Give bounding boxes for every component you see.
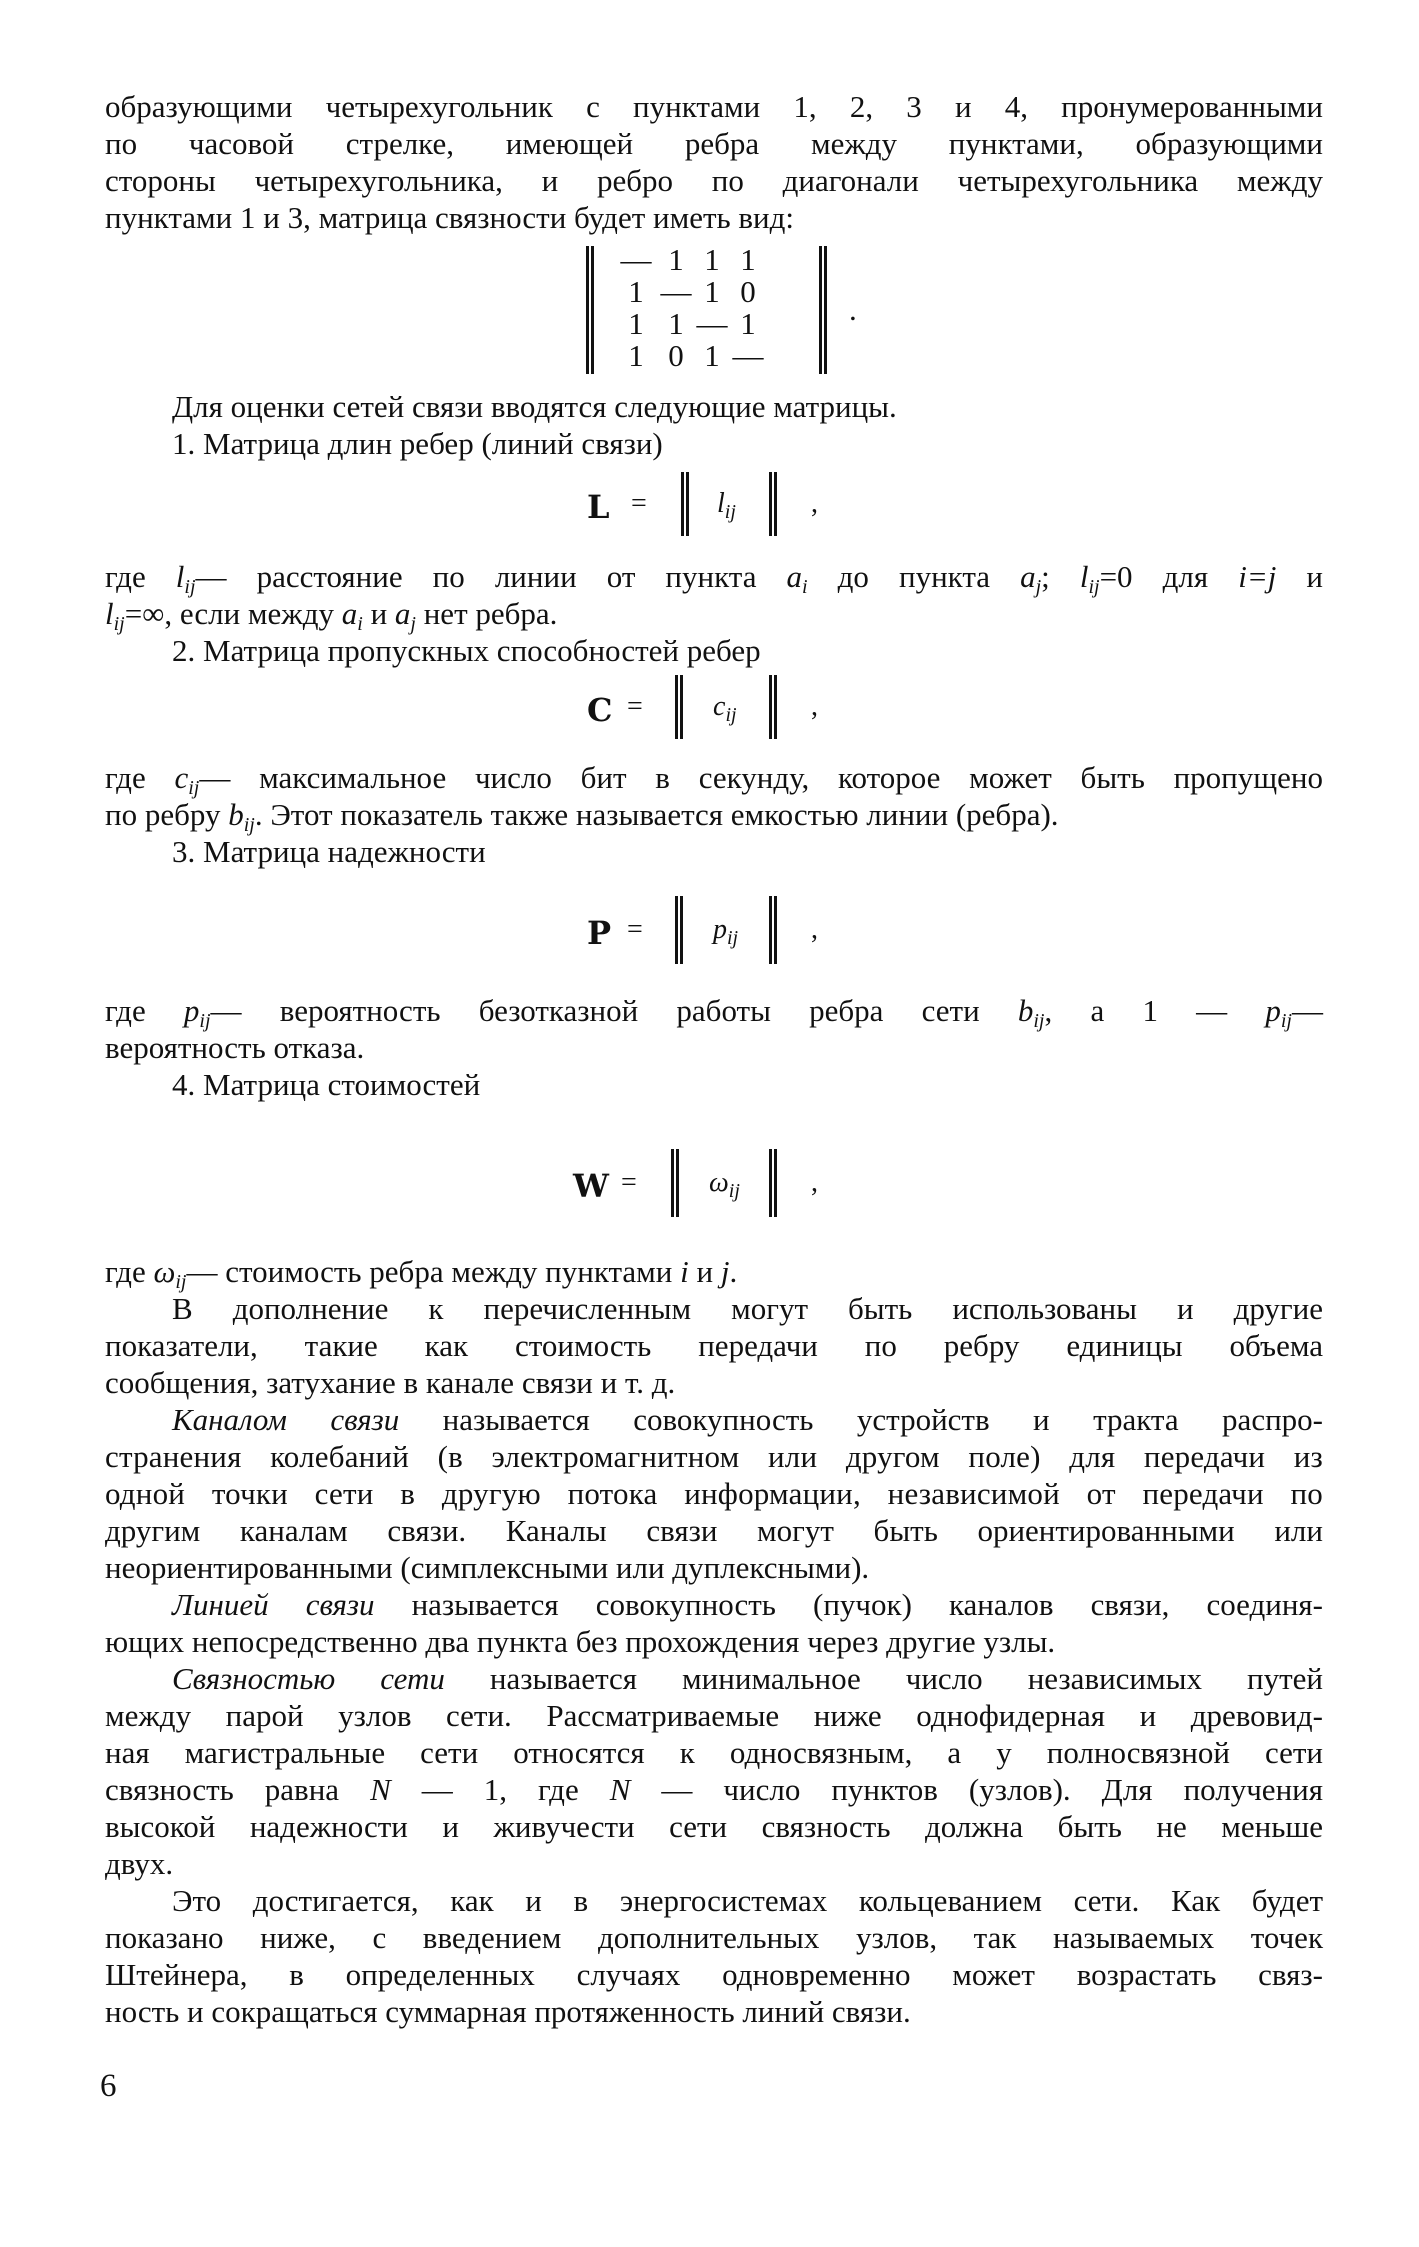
- matrix-3-desc: где $p_{ij}—$ вероятность безотказной работы ребра сети $b_{ij}$, а 1 — $p_{ij}—$: [105, 993, 1323, 1032]
- term-channel: Каналом связи: [172, 1402, 400, 1437]
- matrix-row: [616, 308, 776, 340]
- term-line: Линией связи: [172, 1587, 375, 1622]
- paragraph-line: одной точки сети в другую потока информации, независимой от передачи по: [105, 1476, 1323, 1511]
- formula-C: [105, 669, 1323, 759]
- matrix-cell: 1: [668, 242, 684, 277]
- formula-eq: =: [627, 691, 643, 722]
- formula-lhs: W: [573, 1167, 609, 1205]
- matrix-2-title: 2. Матрица пропускных способностей ребер: [172, 633, 761, 668]
- matrices-intro: Для оценки сетей связи вводятся следующие матрицы.: [172, 389, 897, 424]
- matrix-left-bar: [586, 246, 594, 374]
- matrix-cell: 1: [668, 306, 684, 341]
- matrix-cell: 1: [704, 242, 720, 277]
- formula-left-bar: [675, 675, 683, 739]
- matrix-1-desc-2: $l_{ij}=\infty$, если между $a_i$ и $a_j$ нет ребра.: [105, 596, 558, 635]
- paragraph-line: показано ниже, с введением дополнительных узлов, так называемых точек: [105, 1920, 1323, 1955]
- matrix-cell: 1: [740, 242, 756, 277]
- matrix-row: [616, 276, 776, 308]
- formula-element: $p_{ij}$: [713, 914, 739, 949]
- paragraph-line: связность равна N — 1, где N — число пунктов (узлов). Для получения: [105, 1772, 1324, 1807]
- paragraph-line: странения колебаний (в электромагнитном или другом поле) для передачи из: [105, 1439, 1323, 1474]
- formula-comma: ,: [811, 1167, 818, 1198]
- paragraph-line: между парой узлов сети. Рассматриваемые ниже однофидерная и древовид-: [105, 1698, 1323, 1733]
- intro-line: по часовой стрелке, имеющей ребра между пунктами, образующими: [105, 126, 1323, 161]
- paragraph-line: высокой надежности и живучести сети связность должна быть не меньше: [105, 1809, 1323, 1844]
- intro-line: образующими четырехугольник с пунктами 1, 2, 3 и 4, пронумерованными: [105, 89, 1323, 124]
- paragraph-line: ющих непосредственно два пункта без прохождения через другие узлы.: [105, 1624, 1056, 1659]
- matrix-grid: [616, 244, 776, 372]
- matrix-cell: —: [660, 274, 692, 309]
- formula-comma: ,: [811, 691, 818, 722]
- formula-right-bar: [769, 675, 777, 739]
- matrix-1-title: 1. Матрица длин ребер (линий связи): [172, 426, 663, 461]
- matrix-cell: 1: [740, 306, 756, 341]
- paragraph-line: Связностью сети называется минимальное число независимых путей: [172, 1661, 1323, 1696]
- matrix-cell: —: [732, 338, 764, 373]
- matrix-cell: 1: [704, 338, 720, 373]
- formula-P: [105, 870, 1323, 992]
- matrix-cell: 1: [628, 274, 644, 309]
- matrix-row: [616, 340, 776, 372]
- paragraph-line: ность и сокращаться суммарная протяженность линий связи.: [105, 1994, 911, 2029]
- matrix-4-desc: где $\omega_{ij}—$ стоимость ребра между пунктами i и j.: [105, 1254, 738, 1293]
- intro-line: пунктами 1 и 3, матрица связности будет иметь вид:: [105, 200, 795, 235]
- formula-right-bar: [769, 472, 777, 536]
- paragraph-line: Это достигается, как и в энергосистемах кольцеванием сети. Как будет: [172, 1883, 1323, 1918]
- formula-lhs: C: [587, 691, 613, 729]
- matrix-cell: 1: [628, 338, 644, 373]
- formula-comma: ,: [811, 488, 818, 519]
- page-number: 6: [100, 2068, 117, 2104]
- paragraph-line: Каналом связи называется совокупность устройств и тракта распро-: [172, 1402, 1323, 1437]
- paragraph-line: другим каналам связи. Каналы связи могут быть ориентированными или: [105, 1513, 1323, 1548]
- formula-lhs: P: [587, 914, 612, 952]
- formula-eq: =: [621, 1167, 637, 1198]
- matrix-cell: 0: [668, 338, 684, 373]
- matrix-end-mark: .: [849, 292, 857, 327]
- formula-eq: =: [631, 488, 647, 519]
- formula-left-bar: [675, 896, 683, 964]
- formula-right-bar: [769, 896, 777, 964]
- matrix-3-desc-2: вероятность отказа.: [105, 1030, 365, 1065]
- matrix-3-title: 3. Матрица надежности: [172, 834, 486, 869]
- matrix-2-desc-2: по ребру $b_{ij}$. Этот показатель также называется емкостью линии (ребра).: [105, 797, 1059, 836]
- matrix-right-bar: [819, 246, 827, 374]
- matrix-1-desc: где $l_{ij}—$ расстояние по линии от пункта $a_i$ до пункта $a_j$; $l_{ij}=0$ для i=j и: [105, 559, 1324, 598]
- paragraph-line: Линией связи называется совокупность (пучок) каналов связи, соединя-: [172, 1587, 1324, 1622]
- page-body: [105, 88, 1323, 2030]
- adjacency-matrix: [105, 240, 1323, 380]
- matrix-2-desc: где $c_{ij}—$ максимальное число бит в секунду, которое может быть пропущено: [105, 760, 1323, 799]
- matrix-cell: 1: [704, 274, 720, 309]
- formula-element: $l_{ij}$: [717, 488, 736, 523]
- matrix-cell: —: [620, 242, 652, 277]
- matrix-cell: 1: [628, 306, 644, 341]
- matrix-row: [616, 244, 776, 276]
- matrix-4-title: 4. Матрица стоимостей: [172, 1067, 481, 1102]
- formula-element: $\omega_{ij}$: [709, 1167, 740, 1202]
- term-connectivity: Связностью сети: [172, 1661, 445, 1696]
- paragraph-line: двух.: [105, 1846, 174, 1881]
- formula-L: [105, 462, 1323, 558]
- formula-W: [105, 1103, 1323, 1253]
- matrix-cell: —: [696, 306, 728, 341]
- formula-right-bar: [769, 1149, 777, 1217]
- formula-left-bar: [681, 472, 689, 536]
- paragraph-line: показатели, такие как стоимость передачи по ребру единицы объема: [105, 1328, 1323, 1363]
- formula-comma: ,: [811, 914, 818, 945]
- paragraph-line: Штейнера, в определенных случаях одновременно может возрастать связ-: [105, 1957, 1323, 1992]
- formula-eq: =: [627, 914, 643, 945]
- paragraph-line: сообщения, затухание в канале связи и т. д.: [105, 1365, 676, 1400]
- paragraph-line: В дополнение к перечисленным могут быть использованы и другие: [172, 1291, 1323, 1326]
- formula-lhs: L: [587, 488, 610, 526]
- paragraph-line: ная магистральные сети относятся к односвязным, а у полносвязной сети: [105, 1735, 1323, 1770]
- paragraph-line: неориентированными (симплексными или дуплексными).: [105, 1550, 870, 1585]
- formula-left-bar: [671, 1149, 679, 1217]
- formula-element: $c_{ij}$: [713, 691, 737, 726]
- intro-line: стороны четырехугольника, и ребро по диагонали четырехугольника между: [105, 163, 1323, 198]
- matrix-cell: 0: [740, 274, 756, 309]
